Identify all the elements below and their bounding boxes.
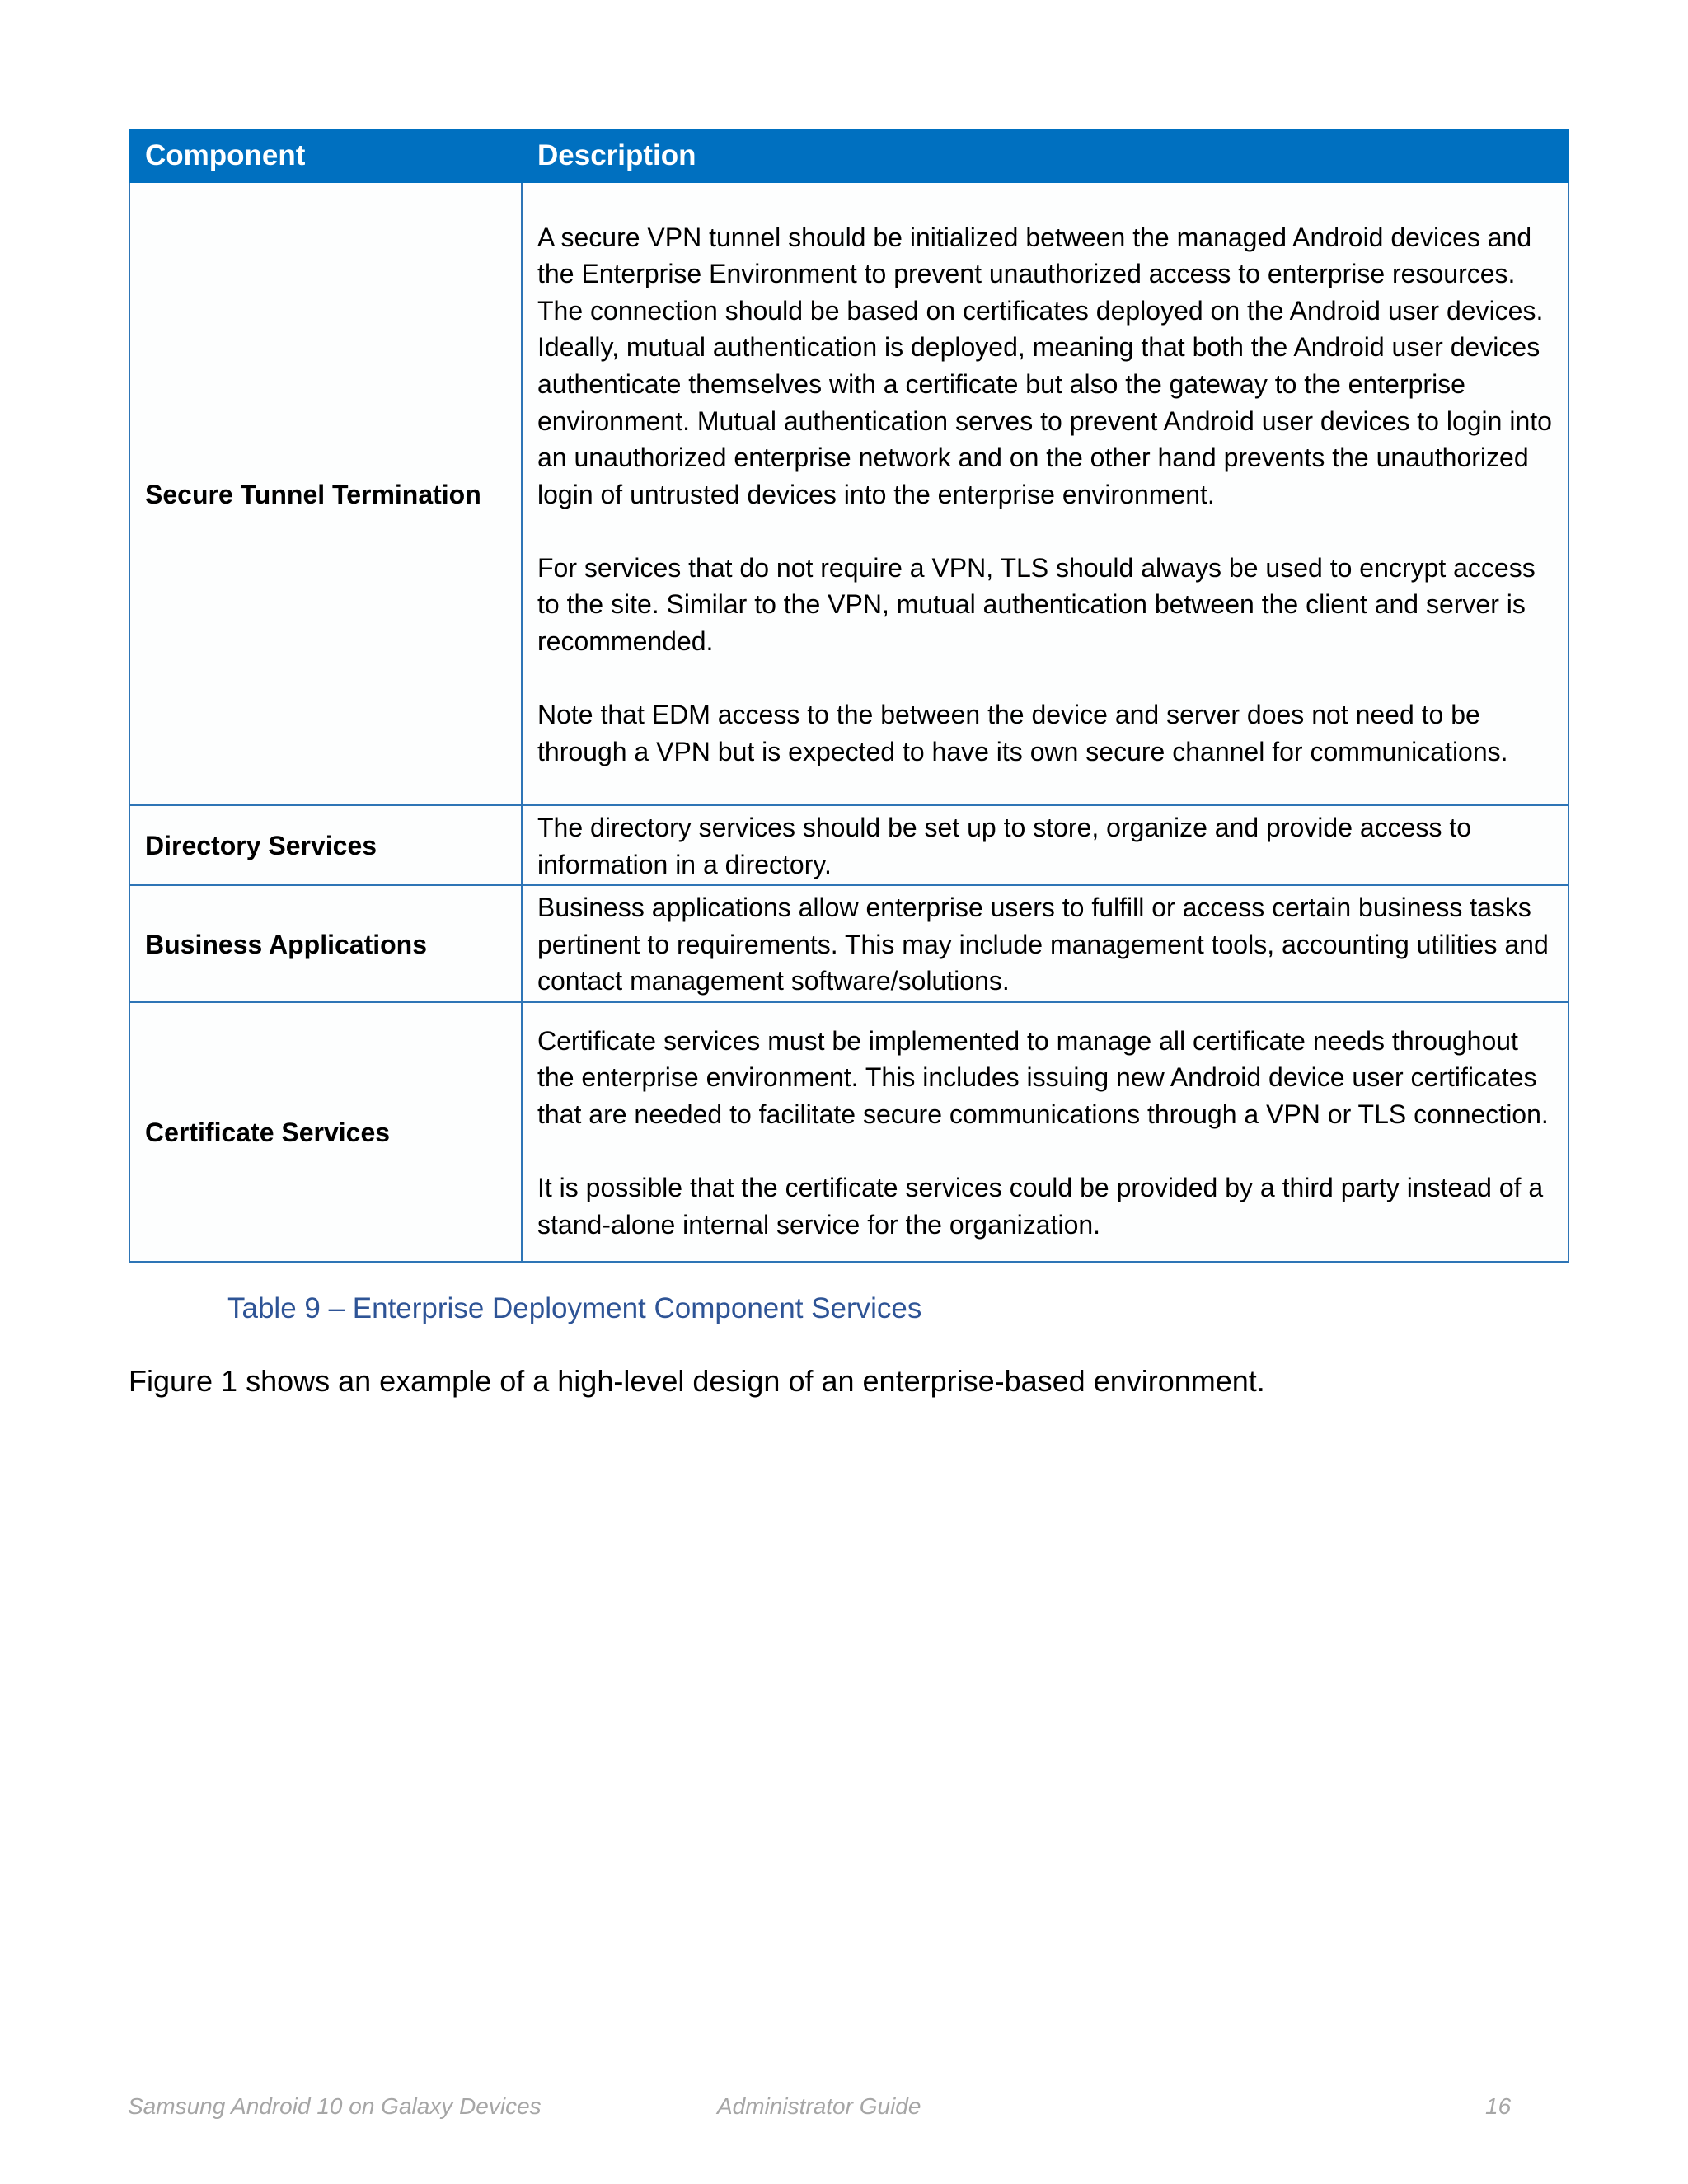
component-cell: Certificate Services [129, 1002, 522, 1262]
body-paragraph: Figure 1 shows an example of a high-level design of an enterprise-based environment. [129, 1364, 1265, 1398]
description-paragraph: Business applications allow enterprise users to fulfill or access certain business tasks pertinent to requirements. This may include management tools, accounting utilities and contact management software/solutions. [537, 893, 1549, 996]
description-paragraph: Note that EDM access to the between the device and server does not need to be through a VPN but is expected to have its own secure channel for communications. [537, 700, 1508, 766]
footer-document-title: Samsung Android 10 on Galaxy Devices [128, 2093, 542, 2119]
description-cell [522, 885, 1568, 1002]
description-cell [522, 182, 1568, 805]
description-cell [522, 1002, 1568, 1262]
table-caption: Table 9 – Enterprise Deployment Component Services [227, 1292, 922, 1324]
header-component: Component [129, 129, 522, 182]
description-cell [522, 805, 1568, 885]
table-header-row [129, 129, 1568, 182]
table-row [129, 1002, 1568, 1262]
footer-page-number: 16 [1485, 2093, 1512, 2119]
table-row [129, 885, 1568, 1002]
description-paragraph: A secure VPN tunnel should be initialized between the managed Android devices and the Enterprise Environment to prevent unauthorized access to enterprise resources. The connection should be based on certificates deployed on the Android user devices. Ideally, mutual authentication is deployed, meaning that both the Android user devices authenticate themselves with a certificate but also the gateway to the enterprise environment. Mutual authentication serves to prevent Android user devices to login into an unauthorized enterprise network and on the other hand prevents the unauthorized login of untrusted devices into the enterprise environment. [537, 222, 1552, 509]
component-services-table [129, 129, 1569, 1263]
table-row [129, 182, 1568, 805]
table-row [129, 805, 1568, 885]
description-paragraph: It is possible that the certificate services could be provided by a third party instead of a stand-alone internal service for the organization. [537, 1173, 1544, 1240]
component-cell: Business Applications [129, 885, 522, 1002]
component-cell: Secure Tunnel Termination [129, 182, 522, 805]
description-paragraph: Certificate services must be implemented to manage all certificate needs throughout the enterprise environment. This includes issuing new Android device user certificates that are needed to facilitate secure communications through a VPN or TLS connection. [537, 1025, 1549, 1129]
header-description: Description [522, 129, 1568, 182]
description-paragraph: For services that do not require a VPN, TLS should always be used to encrypt access to the site. Similar to the VPN, mutual authentication between the client and server is recommended. [537, 552, 1536, 657]
footer-guide-name: Administrator Guide [717, 2093, 921, 2119]
component-cell: Directory Services [129, 805, 522, 885]
description-paragraph: The directory services should be set up to store, organize and provide access to information in a directory. [537, 813, 1472, 879]
